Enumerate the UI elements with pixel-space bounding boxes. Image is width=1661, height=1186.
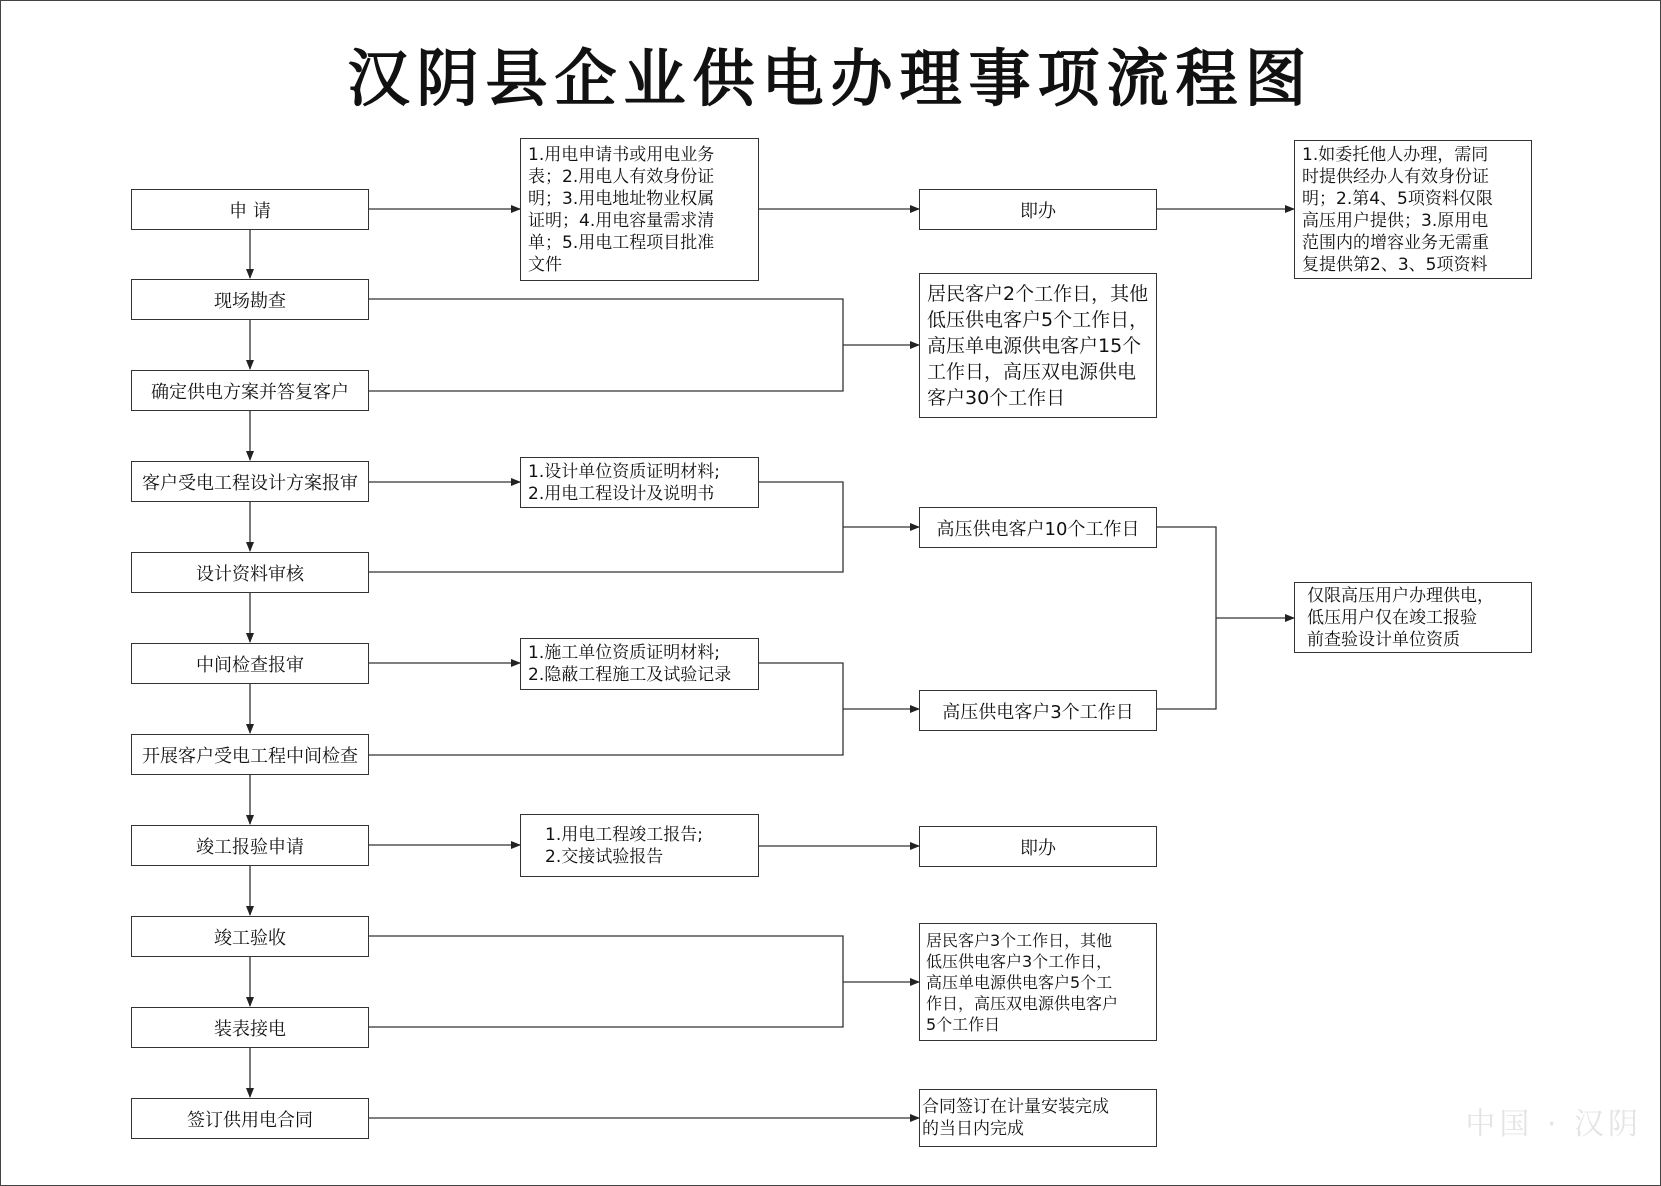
timeline-connect xyxy=(919,923,1157,1041)
step-plan-label: 确定供电方案并答复客户 xyxy=(151,381,349,403)
step-final-accept xyxy=(131,916,369,957)
timeline-contract-text: 合同签订在计量安装完成 的当日内完成 xyxy=(922,1097,1109,1139)
step-mid-submit xyxy=(131,643,369,684)
step-meter-connect-label: 装表接电 xyxy=(214,1018,286,1040)
materials-construction-text: 1.施工单位资质证明材料; 2.隐蔽工程施工及试验记录 xyxy=(528,643,732,685)
materials-design-text: 1.设计单位资质证明材料; 2.用电工程设计及说明书 xyxy=(528,461,720,504)
notes-high-voltage-text: 仅限高压用户办理供电， 低压用户仅在竣工报验 前查验设计单位资质 xyxy=(1307,585,1494,650)
step-survey-label: 现场勘查 xyxy=(214,290,286,312)
step-mid-submit-label: 中间检查报审 xyxy=(196,654,304,676)
timeline-design-text: 高压供电客户10个工作日 xyxy=(936,518,1140,540)
step-mid-check-label: 开展客户受电工程中间检查 xyxy=(142,745,358,767)
step-design-review-label: 设计资料审核 xyxy=(196,563,304,585)
notes-high-voltage xyxy=(1294,582,1532,653)
connector-survey-plan xyxy=(368,299,843,391)
timeline-design xyxy=(919,507,1157,548)
materials-final-text: 1.用电工程竣工报告; 2.交接试验报告 xyxy=(545,824,703,867)
watermark-logo: 中国 · 汉阴 xyxy=(1465,1107,1642,1142)
timeline-apply xyxy=(919,189,1157,230)
timeline-mid-text: 高压供电客户3个工作日 xyxy=(942,701,1134,723)
step-final-accept-label: 竣工验收 xyxy=(214,927,286,949)
step-meter-connect xyxy=(131,1007,369,1048)
connector-high-voltage xyxy=(1156,527,1216,709)
step-plan xyxy=(131,370,369,411)
step-design-submit-label: 客户受电工程设计方案报审 xyxy=(142,472,358,494)
materials-apply xyxy=(520,138,759,281)
timeline-connect-text: 居民客户3个工作日，其他 低压供电客户3个工作日， 高压单电源供电客户5个工 作日，高压双电源供电客户 5个工作日 xyxy=(926,930,1119,1034)
timeline-plan-text: 居民客户2个工作日，其他 低压供电客户5个工作日， 高压单电源供电客户15个 工作日，高压双电源供电 客户30个工作日 xyxy=(927,282,1149,409)
step-apply-label: 申 请 xyxy=(229,200,271,222)
step-apply xyxy=(131,189,369,230)
materials-construction xyxy=(520,638,759,690)
step-survey xyxy=(131,279,369,320)
step-mid-check xyxy=(131,734,369,775)
timeline-final-apply xyxy=(919,826,1157,867)
step-final-apply-label: 竣工报验申请 xyxy=(196,836,304,858)
materials-final xyxy=(520,814,759,877)
step-contract xyxy=(131,1098,369,1139)
notes-apply-text: 1.如委托他人办理，需同 时提供经办人有效身份证 明；2.第4、5项资料仅限 高压用户提供；3.原用电 范围内的增容业务无需重 复提供第2、3、5项资料 xyxy=(1302,144,1493,275)
timeline-final-apply-text: 即办 xyxy=(1020,837,1056,859)
timeline-plan xyxy=(919,273,1157,418)
timeline-apply-text: 即办 xyxy=(1020,200,1056,222)
materials-design xyxy=(520,457,759,508)
step-design-submit xyxy=(131,461,369,502)
timeline-mid xyxy=(919,690,1157,731)
materials-apply-text: 1.用电申请书或用电业务 表；2.用电人有效身份证 明；3.用电地址物业权属 证明；4.用电容量需求清 单；5.用电工程项目批准 文件 xyxy=(528,144,715,275)
step-final-apply xyxy=(131,825,369,866)
connector-accept-connect xyxy=(368,936,843,1027)
notes-apply xyxy=(1294,140,1532,279)
timeline-contract xyxy=(919,1089,1157,1147)
step-design-review xyxy=(131,552,369,593)
page-title: 汉阴县企业供电办理事项流程图 xyxy=(347,42,1314,115)
step-contract-label: 签订供用电合同 xyxy=(187,1109,313,1131)
